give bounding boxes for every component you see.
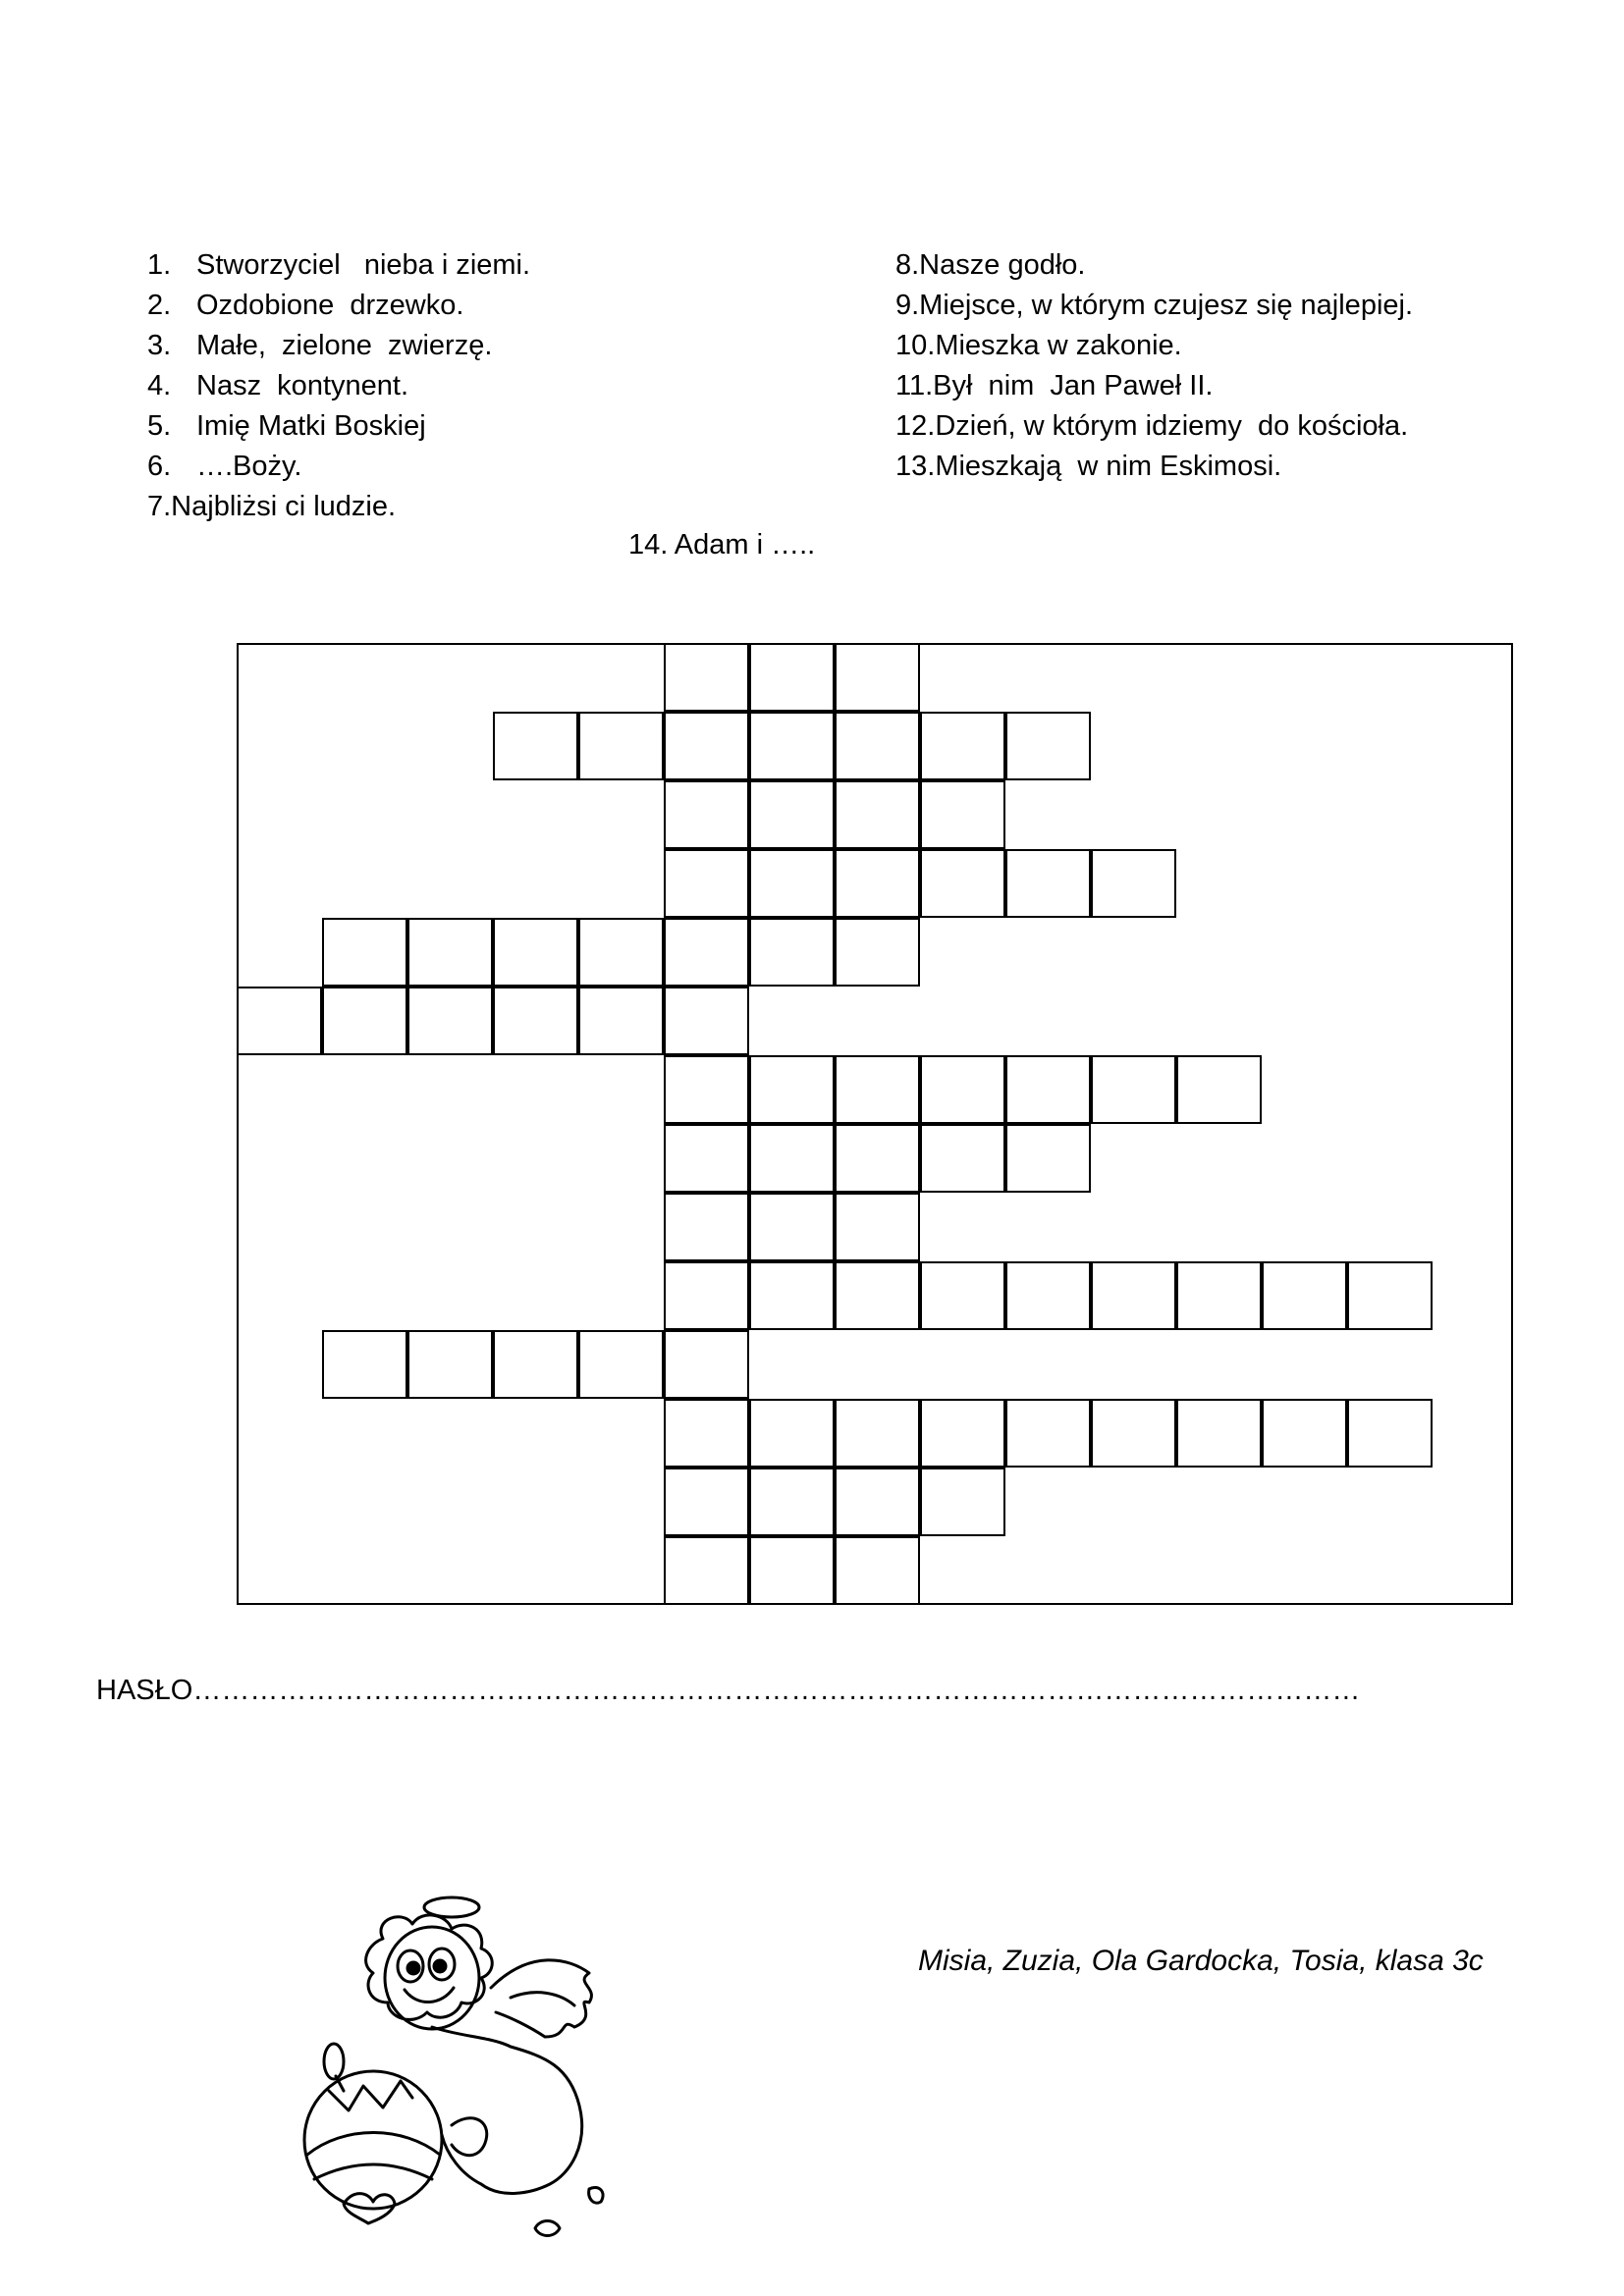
crossword-cell[interactable] (920, 1468, 1005, 1536)
crossword-cell[interactable] (322, 1330, 407, 1399)
crossword-key-cell[interactable] (664, 1261, 749, 1330)
crossword-cell[interactable] (920, 1055, 1005, 1124)
clue-14: 14. Adam i ….. (628, 529, 816, 561)
crossword-cell[interactable] (920, 1261, 1005, 1330)
crossword-cell[interactable] (1005, 849, 1091, 918)
crossword-cell[interactable] (1176, 1399, 1262, 1468)
crossword-cell[interactable] (749, 1468, 835, 1536)
crossword-key-cell[interactable] (664, 780, 749, 849)
robe-icon (432, 2027, 582, 2193)
crossword-cell[interactable] (920, 1124, 1005, 1193)
clue-10: 10.Mieszka w zakonie. (895, 330, 1182, 361)
crossword-cell[interactable] (835, 1468, 920, 1536)
crossword-cell[interactable] (835, 1261, 920, 1330)
crossword-cell[interactable] (407, 987, 493, 1055)
crossword-key-cell[interactable] (664, 1124, 749, 1193)
crossword-key-cell[interactable] (664, 1330, 749, 1399)
clue-8: 8.Nasze godło. (895, 249, 1086, 281)
crossword-cell[interactable] (1091, 1261, 1176, 1330)
crossword-key-cell[interactable] (664, 643, 749, 712)
crossword-cell[interactable] (749, 1536, 835, 1605)
clue-9: 9.Miejsce, w którym czujesz się najlepiej. (895, 290, 1414, 321)
crossword-cell[interactable] (835, 712, 920, 780)
crossword-cell[interactable] (1091, 1399, 1176, 1468)
password-line: HASŁO…………………………………………………………………………………………………………… (96, 1675, 1361, 1706)
crossword-cell[interactable] (493, 1330, 578, 1399)
crossword-cell[interactable] (749, 1124, 835, 1193)
crossword-cell[interactable] (493, 712, 578, 780)
angel-illustration (275, 1880, 648, 2272)
crossword-cell[interactable] (322, 987, 407, 1055)
clue-4: 4. Nasz kontynent. (147, 370, 408, 401)
clue-6: 6. ….Boży. (147, 451, 302, 482)
crossword-cell[interactable] (749, 918, 835, 987)
crossword-key-cell[interactable] (664, 1193, 749, 1261)
crossword-cell[interactable] (920, 849, 1005, 918)
clue-12: 12.Dzień, w którym idziemy do kościoła. (895, 410, 1409, 442)
clue-7: 7.Najbliżsi ci ludzie. (147, 491, 397, 522)
crossword-cell[interactable] (322, 918, 407, 987)
crossword-cell[interactable] (749, 1193, 835, 1261)
crossword-cell[interactable] (237, 987, 322, 1055)
crossword-cell[interactable] (493, 987, 578, 1055)
clue-2: 2. Ozdobione drzewko. (147, 290, 464, 321)
crossword-cell[interactable] (1091, 1055, 1176, 1124)
crossword-key-cell[interactable] (664, 918, 749, 987)
crossword-cell[interactable] (749, 643, 835, 712)
wing-icon (491, 1960, 591, 2037)
crossword-cell[interactable] (407, 918, 493, 987)
crossword-cell[interactable] (578, 987, 664, 1055)
crossword-cell[interactable] (749, 1055, 835, 1124)
crossword-cell[interactable] (1347, 1399, 1433, 1468)
authors-credit: Misia, Zuzia, Ola Gardocka, Tosia, klasa 3c (918, 1945, 1484, 1977)
crossword-cell[interactable] (920, 780, 1005, 849)
crossword-key-cell[interactable] (664, 1055, 749, 1124)
crossword-cell[interactable] (835, 1055, 920, 1124)
face-icon (385, 1927, 479, 2029)
crossword-cell[interactable] (749, 1399, 835, 1468)
crossword-key-cell[interactable] (664, 1468, 749, 1536)
crossword-cell[interactable] (1176, 1055, 1262, 1124)
crossword-cell[interactable] (1262, 1261, 1347, 1330)
crossword-cell[interactable] (749, 712, 835, 780)
crossword-cell[interactable] (493, 918, 578, 987)
crossword-cell[interactable] (1005, 1399, 1091, 1468)
crossword-cell[interactable] (835, 849, 920, 918)
clue-1: 1. Stworzyciel nieba i ziemi. (147, 249, 531, 281)
crossword-cell[interactable] (835, 918, 920, 987)
crossword-cell[interactable] (1176, 1261, 1262, 1330)
crossword-cell[interactable] (578, 918, 664, 987)
crossword-cell[interactable] (835, 1193, 920, 1261)
crossword-cell[interactable] (407, 1330, 493, 1399)
crossword-cell[interactable] (835, 1124, 920, 1193)
crossword-cell[interactable] (1262, 1399, 1347, 1468)
clue-13: 13.Mieszkają w nim Eskimosi. (895, 451, 1282, 482)
crossword-cell[interactable] (835, 780, 920, 849)
crossword-cell[interactable] (920, 1399, 1005, 1468)
ornament-icon (304, 2071, 442, 2209)
crossword-cell[interactable] (749, 849, 835, 918)
crossword-cell[interactable] (920, 712, 1005, 780)
crossword-cell[interactable] (1005, 1124, 1091, 1193)
crossword-cell[interactable] (578, 1330, 664, 1399)
crossword-cell[interactable] (749, 780, 835, 849)
crossword-cell[interactable] (1005, 1055, 1091, 1124)
crossword-cell[interactable] (835, 1536, 920, 1605)
crossword-cell[interactable] (1347, 1261, 1433, 1330)
crossword-cell[interactable] (835, 1399, 920, 1468)
crossword-key-cell[interactable] (664, 1399, 749, 1468)
clue-11: 11.Był nim Jan Paweł II. (895, 370, 1214, 401)
crossword-key-cell[interactable] (664, 987, 749, 1055)
crossword-cell[interactable] (1005, 712, 1091, 780)
clue-3: 3. Małe, zielone zwierzę. (147, 330, 493, 361)
crossword-key-cell[interactable] (664, 849, 749, 918)
crossword-cell[interactable] (835, 643, 920, 712)
crossword-cell[interactable] (749, 1261, 835, 1330)
crossword-key-cell[interactable] (664, 712, 749, 780)
crossword-cell[interactable] (1005, 1261, 1091, 1330)
crossword-cell[interactable] (1091, 849, 1176, 918)
crossword-key-cell[interactable] (664, 1536, 749, 1605)
crossword-cell[interactable] (578, 712, 664, 780)
clue-5: 5. Imię Matki Boskiej (147, 410, 426, 442)
